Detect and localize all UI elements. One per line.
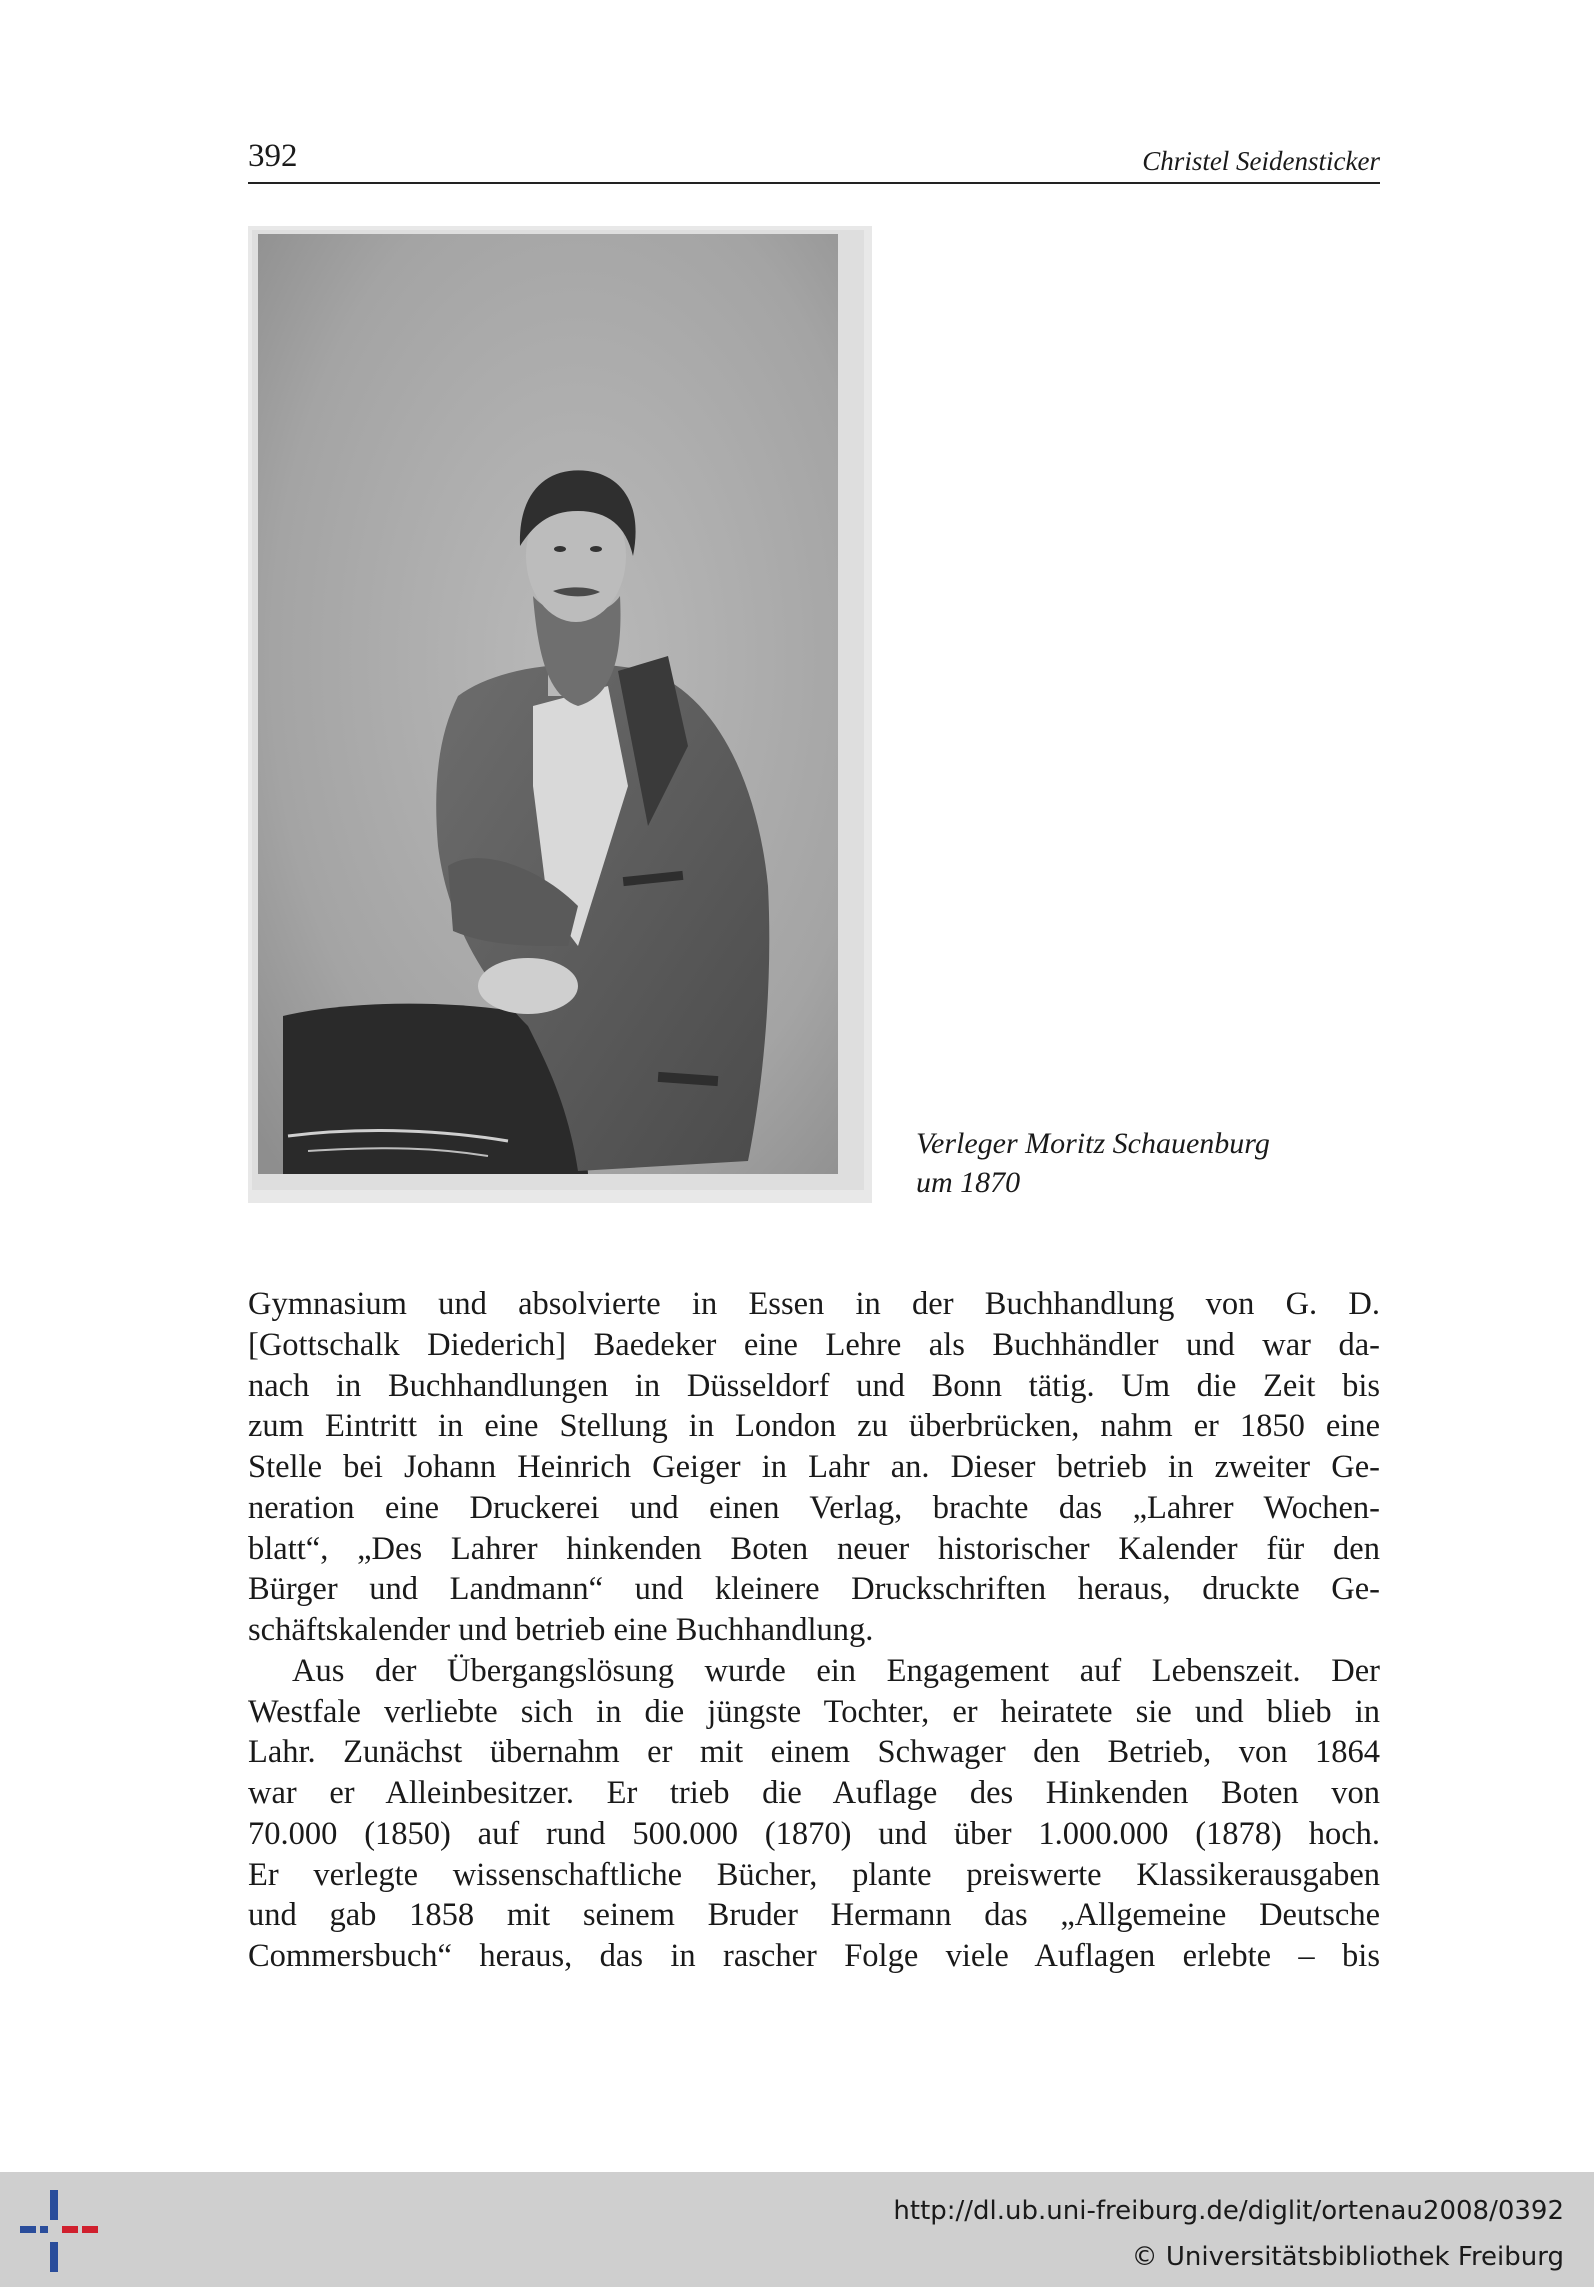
- ub-freiburg-logo-icon[interactable]: [18, 2186, 108, 2281]
- portrait-photo: [248, 226, 872, 1203]
- body-line: Er verlegte wissenschaftliche Bücher, plante preiswerte Klassikerausgaben: [248, 1856, 1380, 1893]
- body-line: Lahr. Zunächst übernahm er mit einem Schwager den Betrieb, von 1864: [248, 1734, 1380, 1771]
- body-line: schäftskalender und betrieb eine Buchhandlung.: [248, 1612, 874, 1648]
- body-line: neration eine Druckerei und einen Verlag, brachte das „Lahrer Wochen-: [248, 1489, 1380, 1526]
- body-line: Stelle bei Johann Heinrich Geiger in Lahr an. Dieser betrieb in zweiter Ge-: [248, 1449, 1380, 1485]
- page-header: [248, 132, 1380, 184]
- footer-bar: [0, 2172, 1594, 2287]
- body-line: zum Eintritt in eine Stellung in London zu überbrücken, nahm er 1850 eine: [248, 1408, 1380, 1445]
- body-line: und gab 1858 mit seinem Bruder Hermann das „Allgemeine Deutsche: [248, 1897, 1380, 1934]
- caption-line: Verleger Moritz Schauenburg: [916, 1127, 1270, 1160]
- body-line: 70.000 (1850) auf rund 500.000 (1870) und über 1.000.000 (1878) hoch.: [248, 1815, 1380, 1852]
- body-line: Commersbuch“ heraus, das in rascher Folge viele Auflagen erlebte – bis: [248, 1938, 1380, 1974]
- portrait-photo-illustration: [248, 226, 872, 1203]
- figure-caption: [916, 1124, 1376, 1202]
- body-line: Westfale verliebte sich in die jüngste Tochter, er heiratete sie und blieb in: [248, 1693, 1380, 1730]
- body-line: Gymnasium und absolvierte in Essen in der Buchhandlung von G. D.: [248, 1286, 1380, 1322]
- page-number: 392: [248, 138, 298, 174]
- caption-line: um 1870: [916, 1166, 1021, 1199]
- body-line: war er Alleinbesitzer. Er trieb die Auflage des Hinkenden Boten von: [248, 1775, 1380, 1811]
- running-head: Christel Seidensticker: [1142, 146, 1380, 176]
- body-line: nach in Buchhandlungen in Düsseldorf und Bonn tätig. Um die Zeit bis: [248, 1367, 1380, 1404]
- body-line: [Gottschalk Diederich] Baedeker eine Lehre als Buchhändler und war da-: [248, 1326, 1380, 1363]
- body-text: [248, 1284, 1380, 1977]
- footer-copyright: © Universitätsbibliothek Freiburg: [1131, 2242, 1564, 2272]
- footer-url-link[interactable]: http://dl.ub.uni-freiburg.de/diglit/ortenau2008/0392: [893, 2196, 1564, 2226]
- body-line: blatt“, „Des Lahrer hinkenden Boten neuer historischer Kalender für den: [248, 1530, 1380, 1567]
- body-line: Bürger und Landmann“ und kleinere Druckschriften heraus, druckte Ge-: [248, 1571, 1380, 1608]
- body-line: Aus der Übergangslösung wurde ein Engagement auf Lebenszeit. Der: [292, 1652, 1380, 1689]
